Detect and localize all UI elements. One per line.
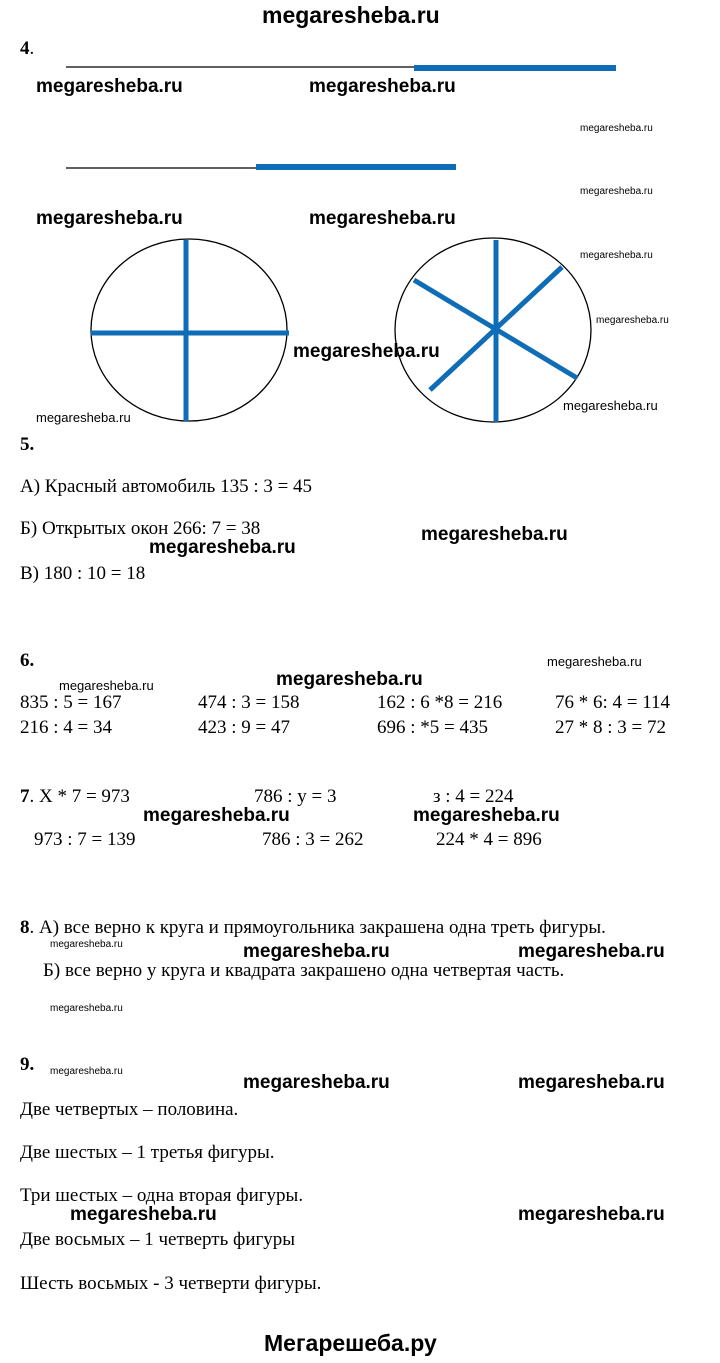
task6-cell: 474 : 3 = 158 [198,692,300,713]
watermark: megaresheba.ru [580,123,653,134]
watermark: megaresheba.ru [563,398,658,413]
watermark: megaresheba.ru [243,941,390,962]
watermark: megaresheba.ru [50,1066,123,1077]
watermark: megaresheba.ru [421,524,568,545]
task9-line: Две шестых – 1 третья фигуры. [20,1142,275,1163]
task4-number: 4. [20,38,35,59]
task9-line: Две четвертых – половина. [20,1099,239,1120]
task9-number: 9. [20,1054,35,1075]
task6-cell: 27 * 8 : 3 = 72 [555,717,666,738]
watermark: megaresheba.ru [596,315,669,326]
watermark: megaresheba.ru [580,250,653,261]
watermark: megaresheba.ru [50,939,123,950]
task6-cell: 162 : 6 *8 = 216 [377,692,503,713]
watermark: megaresheba.ru [413,805,560,826]
task6-cell: 835 : 5 = 167 [20,692,122,713]
task6-number: 6. [20,650,35,671]
watermark: megaresheba.ru [276,669,423,690]
task7-sol1: 973 : 7 = 139 [34,829,136,850]
watermark: megaresheba.ru [309,208,456,229]
watermark: megaresheba.ru [149,537,296,558]
task6-cell: 696 : *5 = 435 [377,717,488,738]
task8-line-b: Б) все верно у круга и квадрата закрашено одна четвертая часть. [43,960,565,981]
task8-line-a: 8. А) все верно к круга и прямоугольника закрашена одна треть фигуры. [20,917,606,938]
task9-line: Три шестых – одна вторая фигуры. [20,1185,304,1206]
watermark: megaresheba.ru [518,1072,665,1093]
watermark: megaresheba.ru [518,941,665,962]
watermark: megaresheba.ru [59,678,154,693]
task6-cell: 216 : 4 = 34 [20,717,112,738]
watermark: megaresheba.ru [36,76,183,97]
task7-eq1: 7. X * 7 = 973 [20,786,130,807]
task5-line-a: А) Красный автомобиль 135 : 3 = 45 [20,476,313,497]
footer-site[interactable]: Мегарешеба.ру [264,1330,437,1356]
task5-line-b: Б) Открытых окон 266: 7 = 38 [20,518,261,539]
watermark: megaresheba.ru [50,1003,123,1014]
watermark: megaresheba.ru [36,410,131,425]
watermark: megaresheba.ru [309,76,456,97]
task6-cell: 423 : 9 = 47 [198,717,290,738]
task6-cell: 76 * 6: 4 = 114 [555,692,671,713]
task7-eq2: 786 : у = 3 [254,786,337,807]
watermark: megaresheba.ru [70,1204,217,1225]
watermark: megaresheba.ru [143,805,290,826]
task9-line: Шесть восьмых - 3 четверти фигуры. [20,1273,322,1294]
header-site[interactable]: megaresheba.ru [262,2,440,28]
circle-1 [91,239,287,421]
watermark: megaresheba.ru [547,654,642,669]
task9-line: Две восьмых – 1 четверть фигуры [20,1229,296,1250]
task7-sol2: 786 : 3 = 262 [262,829,364,850]
watermark: megaresheba.ru [580,186,653,197]
task5-line-c: В) 180 : 10 = 18 [20,563,146,584]
watermark: megaresheba.ru [293,341,440,362]
watermark: megaresheba.ru [243,1072,390,1093]
watermark: megaresheba.ru [518,1204,665,1225]
task5-number: 5. [20,434,35,455]
task7-eq3: з : 4 = 224 [433,786,514,807]
watermark: megaresheba.ru [36,208,183,229]
task7-sol3: 224 * 4 = 896 [436,829,542,850]
